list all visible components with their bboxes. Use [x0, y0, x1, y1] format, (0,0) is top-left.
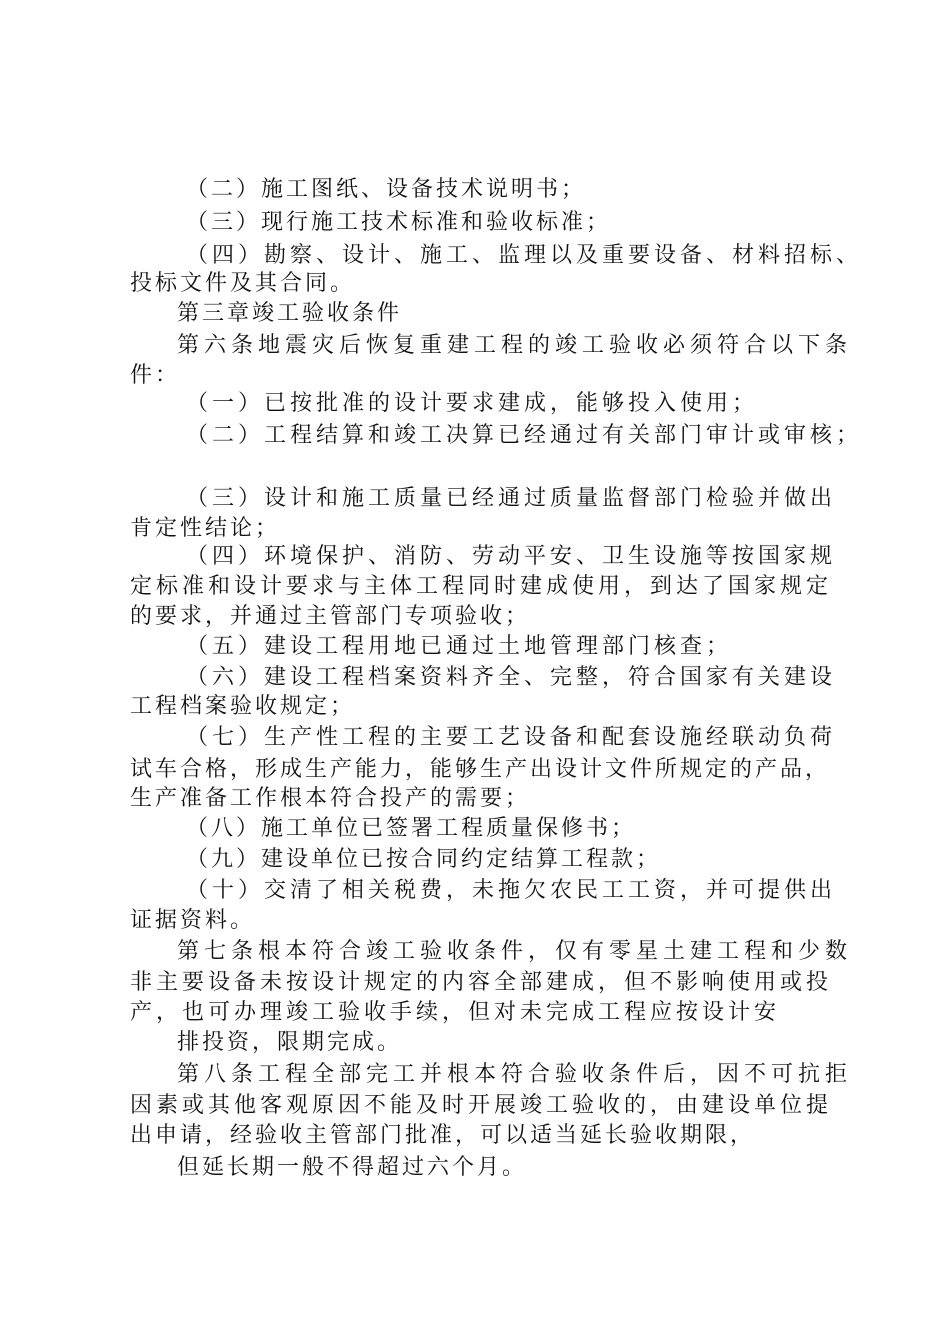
- text-line: （五）建设工程用地已通过土地管理部门核查；: [186, 634, 733, 659]
- text-line: （二）施工图纸、设备技术说明书；: [186, 177, 587, 202]
- text-line: （九）建设单位已按合同约定结算工程款；: [186, 847, 662, 872]
- text-line: 工程档案验收规定；: [130, 694, 356, 719]
- text-line: （四）勘察、设计、施工、监理以及重要设备、材料招标、: [186, 243, 863, 268]
- text-line: 出申请，经验收主管部门批准，可以适当延长验收期限，: [130, 1123, 756, 1148]
- text-line: 生产准备工作根本符合投产的需要；: [130, 786, 531, 811]
- text-line: （四）环境保护、消防、劳动平安、卫生设施等按国家规: [186, 544, 837, 569]
- text-line: 产，也可办理竣工验收手续，但对未完成工程应按设计安: [130, 1000, 781, 1025]
- text-line: （七）生产性工程的主要工艺设备和配套设施经联动负荷: [186, 725, 837, 750]
- text-line: 非主要设备未按设计规定的内容全部建成，但不影响使用或投: [130, 970, 833, 995]
- text-line: 件：: [130, 363, 181, 388]
- text-line: 定标准和设计要求与主体工程同时建成使用，到达了国家规定: [130, 574, 833, 599]
- text-line: （三）设计和施工质量已经通过质量监督部门检验并做出: [186, 486, 837, 511]
- text-line: 排投资，限期完成。: [177, 1030, 403, 1055]
- chapter-heading: 第三章竣工验收条件: [177, 301, 403, 326]
- text-line: （二）工程结算和竣工决算已经通过有关部门审计或审核；: [186, 423, 863, 448]
- text-line: 第七条根本符合竣工验收条件，仅有零星土建工程和少数: [177, 939, 853, 964]
- text-line: 第八条工程全部完工并根本符合验收条件后，因不可抗拒: [177, 1062, 853, 1087]
- text-line: 试车合格，形成生产能力，能够生产出设计文件所规定的产品，: [130, 757, 831, 782]
- text-line: 第六条地震灾后恢复重建工程的竣工验收必须符合以下条: [177, 333, 853, 358]
- text-line: （三）现行施工技术标准和验收标准；: [186, 210, 612, 235]
- text-line: （一）已按批准的设计要求建成，能够投入使用；: [186, 391, 759, 416]
- text-line: 的要求，并通过主管部门专项验收；: [130, 604, 531, 629]
- text-line: 因素或其他客观原因不能及时开展竣工验收的，由建设单位提: [130, 1093, 833, 1118]
- text-line: （八）施工单位已签署工程质量保修书；: [186, 816, 637, 841]
- text-line: 投标文件及其合同。: [130, 271, 356, 296]
- text-line: （六）建设工程档案资料齐全、完整，符合国家有关建设: [186, 665, 837, 690]
- text-line: （十）交清了相关税费，未拖欠农民工工资，并可提供出: [186, 878, 837, 903]
- text-line: 但延长期一般不得超过六个月。: [177, 1155, 528, 1180]
- text-line: 证据资料。: [130, 908, 256, 933]
- text-line: 肯定性结论；: [130, 516, 281, 541]
